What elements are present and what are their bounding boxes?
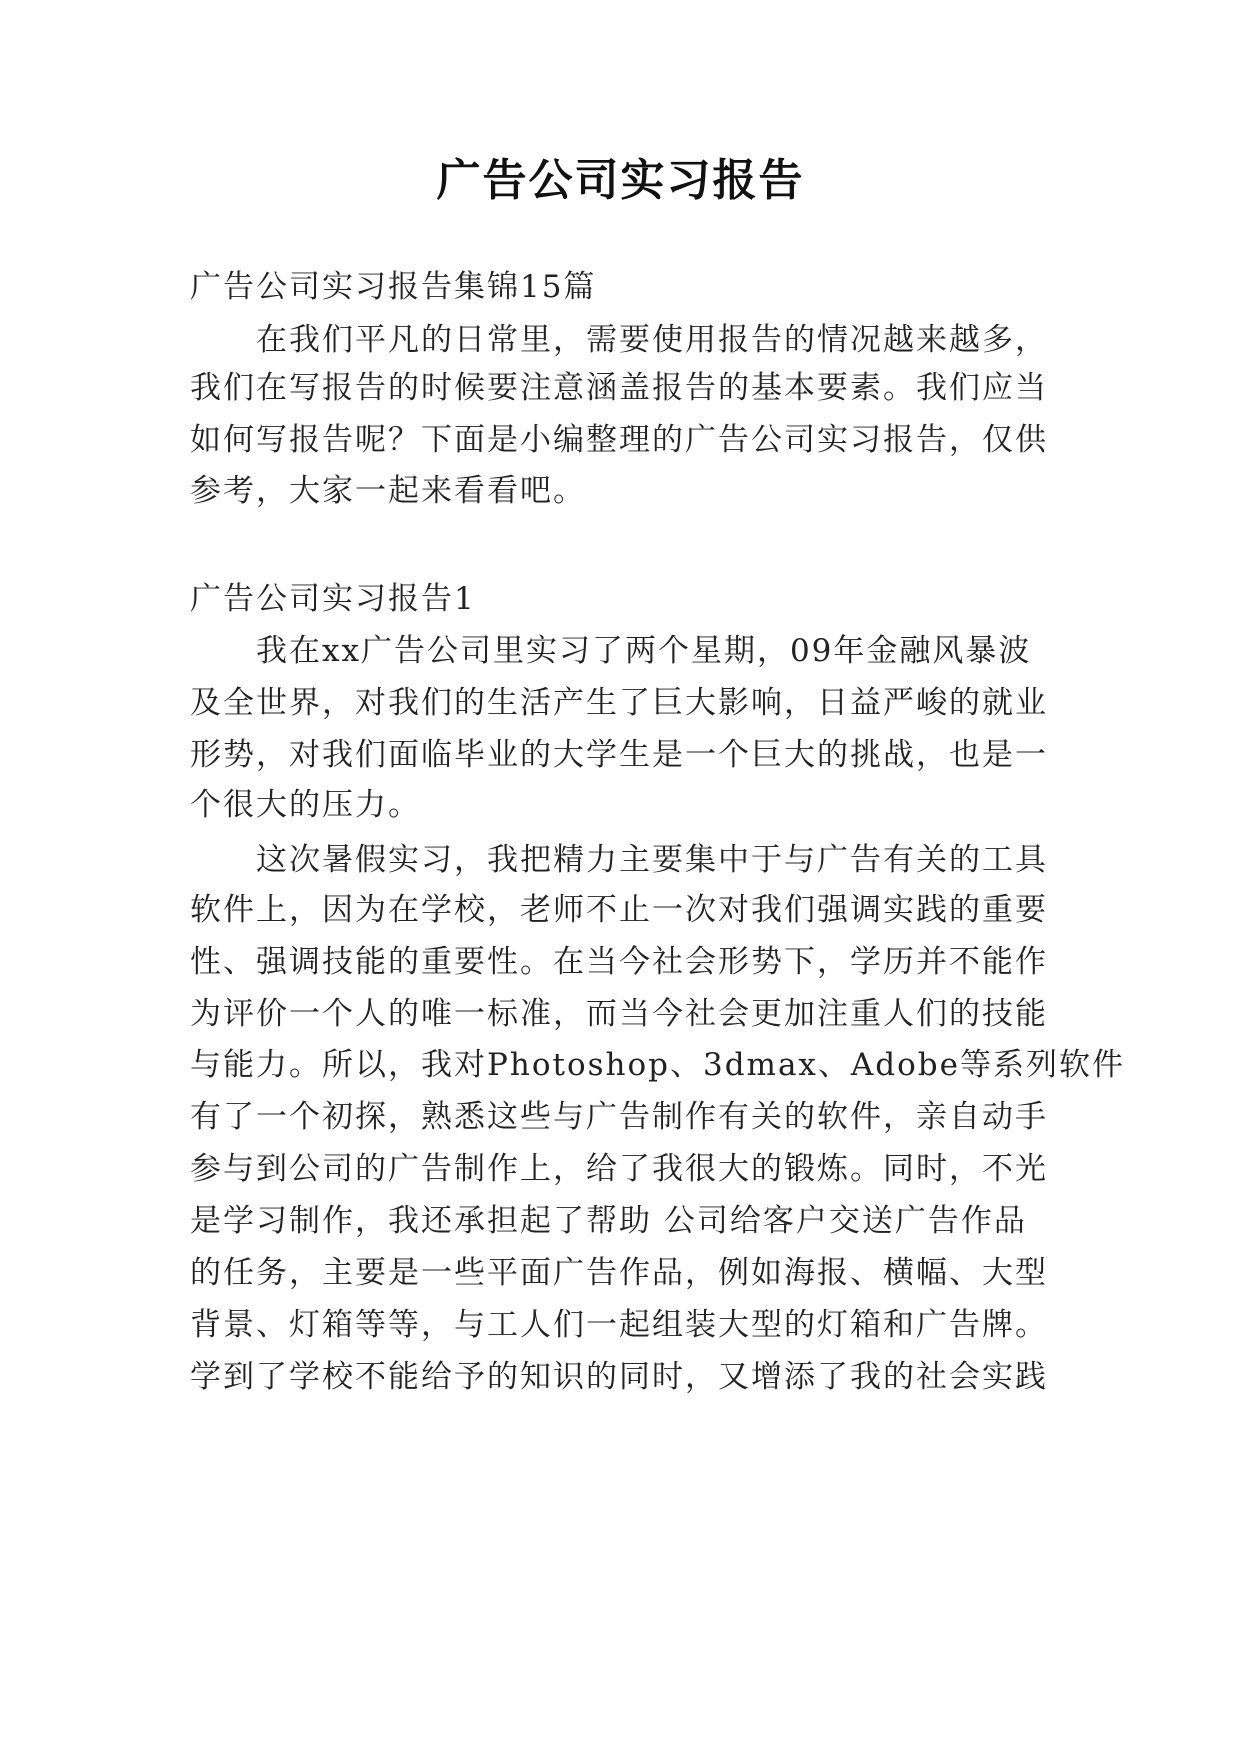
intro-paragraph-line: 我们在写报告的时候要注意涵盖报告的基本要素。我们应当	[190, 370, 1048, 406]
intro-paragraph-line: 在我们平凡的日常里，需要使用报告的情况越来越多，	[256, 322, 1048, 358]
intro-paragraph-line: 参考，大家一起来看看吧。	[190, 473, 586, 509]
paragraph-line: 有了一个初探，熟悉这些与广告制作有关的软件，亲自动手	[190, 1099, 1048, 1135]
section-heading: 广告公司实习报告1	[190, 581, 476, 617]
intro-paragraph-line: 如何写报告呢？下面是小编整理的广告公司实习报告，仅供	[190, 422, 1048, 458]
paragraph-line: 个很大的压力。	[190, 787, 421, 823]
paragraph-line: 背景、灯箱等等，与工人们一起组装大型的灯箱和广告牌。	[190, 1307, 1048, 1343]
paragraph-line: 及全世界，对我们的生活产生了巨大影响，日益严峻的就业	[190, 685, 1048, 721]
paragraph-line: 这次暑假实习，我把精力主要集中于与广告有关的工具	[256, 842, 1048, 878]
paragraph-line: 学到了学校不能给予的知识的同时，又增添了我的社会实践	[190, 1359, 1048, 1395]
paragraph-line: 性、强调技能的重要性。在当今社会形势下，学历并不能作	[190, 944, 1048, 980]
collection-heading: 广告公司实习报告集锦15篇	[190, 269, 597, 305]
document-title: 广告公司实习报告	[436, 155, 805, 206]
paragraph-line: 为评价一个人的唯一标准，而当今社会更加注重人们的技能	[190, 996, 1048, 1032]
paragraph-line: 我在xx广告公司里实习了两个星期，09年金融风暴波	[256, 633, 1032, 669]
paragraph-line: 与能力。所以，我对Photoshop、3dmax、Adobe等系列软件	[190, 1047, 1126, 1083]
paragraph-line: 的任务，主要是一些平面广告作品，例如海报、横幅、大型	[190, 1255, 1048, 1291]
paragraph-line: 软件上，因为在学校，老师不止一次对我们强调实践的重要	[190, 892, 1048, 928]
paragraph-line: 形势，对我们面临毕业的大学生是一个巨大的挑战，也是一	[190, 737, 1048, 773]
paragraph-line: 参与到公司的广告制作上，给了我很大的锻炼。同时，不光	[190, 1151, 1048, 1187]
paragraph-line: 是学习制作，我还承担起了帮助 公司给客户交送广告作品	[190, 1203, 1027, 1239]
